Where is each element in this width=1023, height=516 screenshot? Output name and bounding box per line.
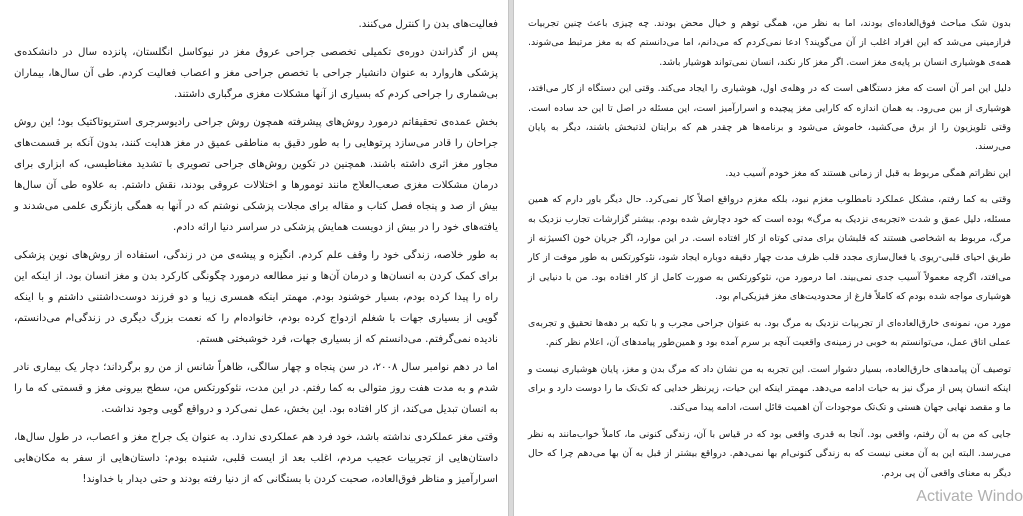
paragraph: جایی که من به آن رفتم، واقعی بود. آنجا به قدری واقعی بود که در قیاس با آن، زندگی کنونی ما، کاملاً خواب‌مانند به نظر می‌رسد. البته این به آن معنی نیست که به زندگی کنونی‌ام بها نمی‌دهم. درواقع بیشتر از قبل به آن بها می‌دهم چرا که حال دیگر به معنای واقعی آن پی بردم. [528, 428, 1011, 479]
paragraph: این نظراتم همگی مربوط به قبل از زمانی هستند که مغز خودم آسیب دید. [725, 167, 1011, 179]
paragraph: مورد من، نمونه‌ی خارق‌العاده‌ای از تجربیات نزدیک به مرگ بود. به عنوان جراحی مجرب و با تکیه بر دهه‌ها تحقیق و تجربه‌ی عملی اتاق عمل، می‌توانستم به خوبی در زمینه‌ی واقعیت آنچه بر سرم آمده بود و همین‌طور پیامدهای آن، اعلام نظر کنم. [528, 317, 1011, 349]
paragraph: فعالیت‌های بدن را کنترل می‌کنند. [358, 19, 498, 30]
left-page [0, 0, 508, 516]
paragraph: اما در دهم نوامبر سال ۲۰۰۸، در سن پنجاه و چهار سالگی، ظاهراً شانس از من رو برگرداند؛ دچار یک بیماری نادر شدم و به مدت هفت روز متوالی به کما رفتم. در این مدت، نئوکورتکس من، سطح بیرونی مغز و قسمتی که ما را به انسان تبدیل می‌کند، از کار افتاده بود. این بخش، عمل نمی‌کرد و درواقع گویی وجود نداشت. [14, 362, 498, 415]
left-page-text [14, 14, 498, 490]
paragraph: بدون شک مباحث فوق‌العاده‌ای بودند، اما به نظر من، همگی توهم و خیال محض بودند. چه چیزی باعث چنین تجربیات فرازمینی می‌شد که این افراد اغلب از آن می‌گویند؟ ادعا نمی‌کردم که می‌دانم، اما می‌دانستم که به مغز مرتبط می‌شوند. همه‌ی هوشیاری انسان بر پایه‌ی مغز است. اگر مغز کار نکند، انسان نمی‌تواند هوشیار باشد. [528, 18, 1011, 68]
paragraph: دلیل این امر آن است که مغز دستگاهی است که در وهله‌ی اول، هوشیاری را ایجاد می‌کند. وقتی این دستگاه از کار می‌افتد، هوشیاری از بین می‌رود. به همان اندازه که کارایی مغز پیچیده و اسرارآمیز است، این مسئله در اصل تا این حد ساده است. وقتی تلویزیون را از برق می‌کشید، خاموش می‌شود و برنامه‌ها هر چقدر هم که برایتان لذتبخش باشند، دیگر به پایان می‌رسند. [528, 83, 1011, 153]
paragraph: وقتی به کما رفتم، مشکل عملکرد نامطلوب مغزم نبود، بلکه مغزم درواقع اصلاً کار نمی‌کرد. حال دیگر باور دارم که همین مسئله، دلیل عمق و شدت «تجربه‌ی نزدیک به مرگ» بوده است که خود دچارش شده بودم. بیشتر گزارشات تجارب نزدیک به مرگ، مربوط به اشخاصی هستند که قلبشان برای مدتی کوتاه از کار افتاده است. در این موارد، اگر جریان خون اکسیژنه از طریق احیای قلبی-ریوی یا فعال‌سازی مجدد قلب ظرف مدت چهار دقیقه دوباره ایجاد شود، نئوکورتکس به طور موقت از کار می‌افتد، اگرچه معمولاً آسیب جدی نمی‌بیند. اما درمورد من، نئوکورتکس به صورت کامل از کار افتاده بود. من با دنیایی از هوشیاری مواجه شده بودم که کاملاً فارغ از محدودیت‌های مغز فیزیکی‌ام بود. [528, 194, 1011, 303]
paragraph: توصیف آن پیامدهای خارق‌العاده، بسیار دشوار است. این تجربه به من نشان داد که مرگ بدن و مغز، پایان هوشیاری نیست و اینکه انسان پس از مرگ نیز به حیات ادامه می‌دهد. مهمتر اینکه این حیات، زیرنظر خدایی که تک‌تک ما را دوست دارد و برای ما و مقصد نهایی جهان هستی و تک‌تک موجودات آن اهمیت قائل است، ادامه پیدا می‌کند. [528, 363, 1011, 414]
paragraph: وقتی مغز عملکردی نداشته باشد، خود فرد هم عملکردی ندارد. به عنوان یک جراح مغز و اعصاب، در طول سال‌ها، داستان‌هایی از تجربیات عجیب مردم، اغلب بعد از ایست قلبی، شنیده بودم: داستان‌هایی از سفر به مکان‌هایی اسرارآمیز و مناظر فوق‌العاده، صحبت کردن با بستگانی که از دنیا رفته بودند و حتی دیدار با خداوند! [14, 432, 498, 485]
paragraph: به طور خلاصه، زندگی خود را وقف علم کردم. انگیزه و پیشه‌ی من در زندگی، استفاده از روش‌های نوین پزشکی برای کمک کردن به انسان‌ها و درمان آن‌ها و نیز مطالعه درمورد چگونگی کارکرد بدن و مغز انسان بود. از اینکه این راه را پیدا کرده بودم، بسیار خوشنود بودم. مهمتر اینکه همسری زیبا و دو فرزند دوست‌داشتنی داشتم و با اینکه گویی از بسیاری جهات با شغلم ازدواج کرده بودم، خانواده‌ام را که نعمت بزرگ دیگری در زندگی‌ام می‌دانستم، نادیده نمی‌گرفتم. می‌دانستم که از بسیاری جهات، فرد خوشبختی هستم. [14, 250, 498, 345]
paragraph: بخش عمده‌ی تحقیقاتم درمورد روش‌های پیشرفته همچون روش جراحی رادیوسرجری استریوتاکتیک بود؛ این روش جراحان را قادر می‌سازد پرتوهایی را به طور دقیق به مناطقی عمیق در مغز هدایت کنند، بدون آنکه بر قسمت‌های مجاور مغز اثری داشته باشند. همچنین در تکوین روش‌های جراحی تصویری با تشدید مغناطیسی، که ابزاری برای درمان مشکلات مغزی صعب‌العلاج مانند تومورها و اختلالات عروقی بودند، نقش داشتم. به علاوه طی آن سال‌ها بیش از صد و پنجاه فصل کتاب و مقاله برای مجلات پزشکی نوشتم که در آنها به همگی بازنگری علمی می‌شدند و یافته‌های خود را در بیش از دویست همایش پزشکی در سراسر دنیا ارائه دادم. [14, 117, 498, 233]
right-page-text [528, 14, 1011, 483]
paragraph: پس از گذراندن دوره‌ی تکمیلی تخصصی جراحی عروق مغز در نیوکاسل انگلستان، پانزده سال در دانشکده‌ی پزشکی هاروارد به عنوان دانشیار جراحی با تخصص جراحی مغز و اعصاب فعالیت کردم. طی آن سال‌ها، بیماران بی‌شماری را جراحی کردم که بسیاری از آنها مشکلات مغزی مرگباری داشتند. [14, 47, 498, 100]
right-page [514, 0, 1023, 516]
activate-windows-watermark: Activate Windo [916, 488, 1023, 505]
